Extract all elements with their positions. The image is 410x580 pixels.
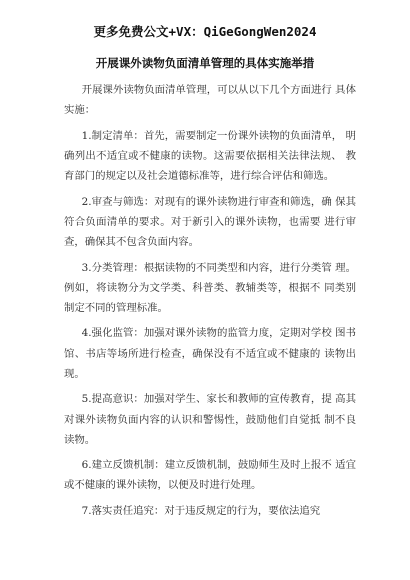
measure-paragraph-6: 6.建立反馈机制：建立反馈机制，鼓励师生及时上报不 适宜或不健康的课外读物，以便及时进行处理。 bbox=[64, 459, 356, 492]
intro-paragraph: 开展课外读物负面清单管理，可以从以下几个方面进行 具体实施： bbox=[64, 84, 356, 117]
document-body bbox=[64, 80, 356, 526]
measure-paragraph-4: 4.强化监管：加强对课外读物的监管力度，定期对学校 图书馆、书店等场所进行检查，确保没有不适宜或不健康的 读物出现。 bbox=[64, 327, 356, 380]
measure-paragraph-2: 2.审查与筛选：对现有的课外读物进行审查和筛选，确 保其符合负面清单的要求。对于新引入的课外读物，也需要 进行审查，确保其不包含负面内容。 bbox=[64, 195, 356, 249]
document-title: 开展课外读物负面清单管理的具体实施举措 bbox=[95, 56, 315, 70]
measure-paragraph-1: 1.制定清单：首先，需要制定一份课外读物的负面清单， 明确列出不适宜或不健康的读物。这需要依据相关法律法规、 教育部门的规定以及社会道德标准等，进行综合评估和筛选。 bbox=[64, 129, 356, 183]
measure-paragraph-3: 3.分类管理：根据读物的不同类型和内容，进行分类管 理。例如，将读物分为文学类、科普类、教辅类等，根据不 同类别制定不同的管理标准。 bbox=[64, 261, 356, 314]
measure-paragraph-5: 5.提高意识：加强对学生、家长和教师的宣传教育，提 高其对课外读物负面内容的认识和警惕性，鼓励他们自觉抵 制不良读物。 bbox=[64, 393, 356, 446]
promo-header: 更多免费公文+VX：QiGeGongWen2024 bbox=[93, 24, 317, 39]
measure-paragraph-7: 7.落实责任追究：对于违反规定的行为，要依法追究 bbox=[81, 504, 321, 517]
